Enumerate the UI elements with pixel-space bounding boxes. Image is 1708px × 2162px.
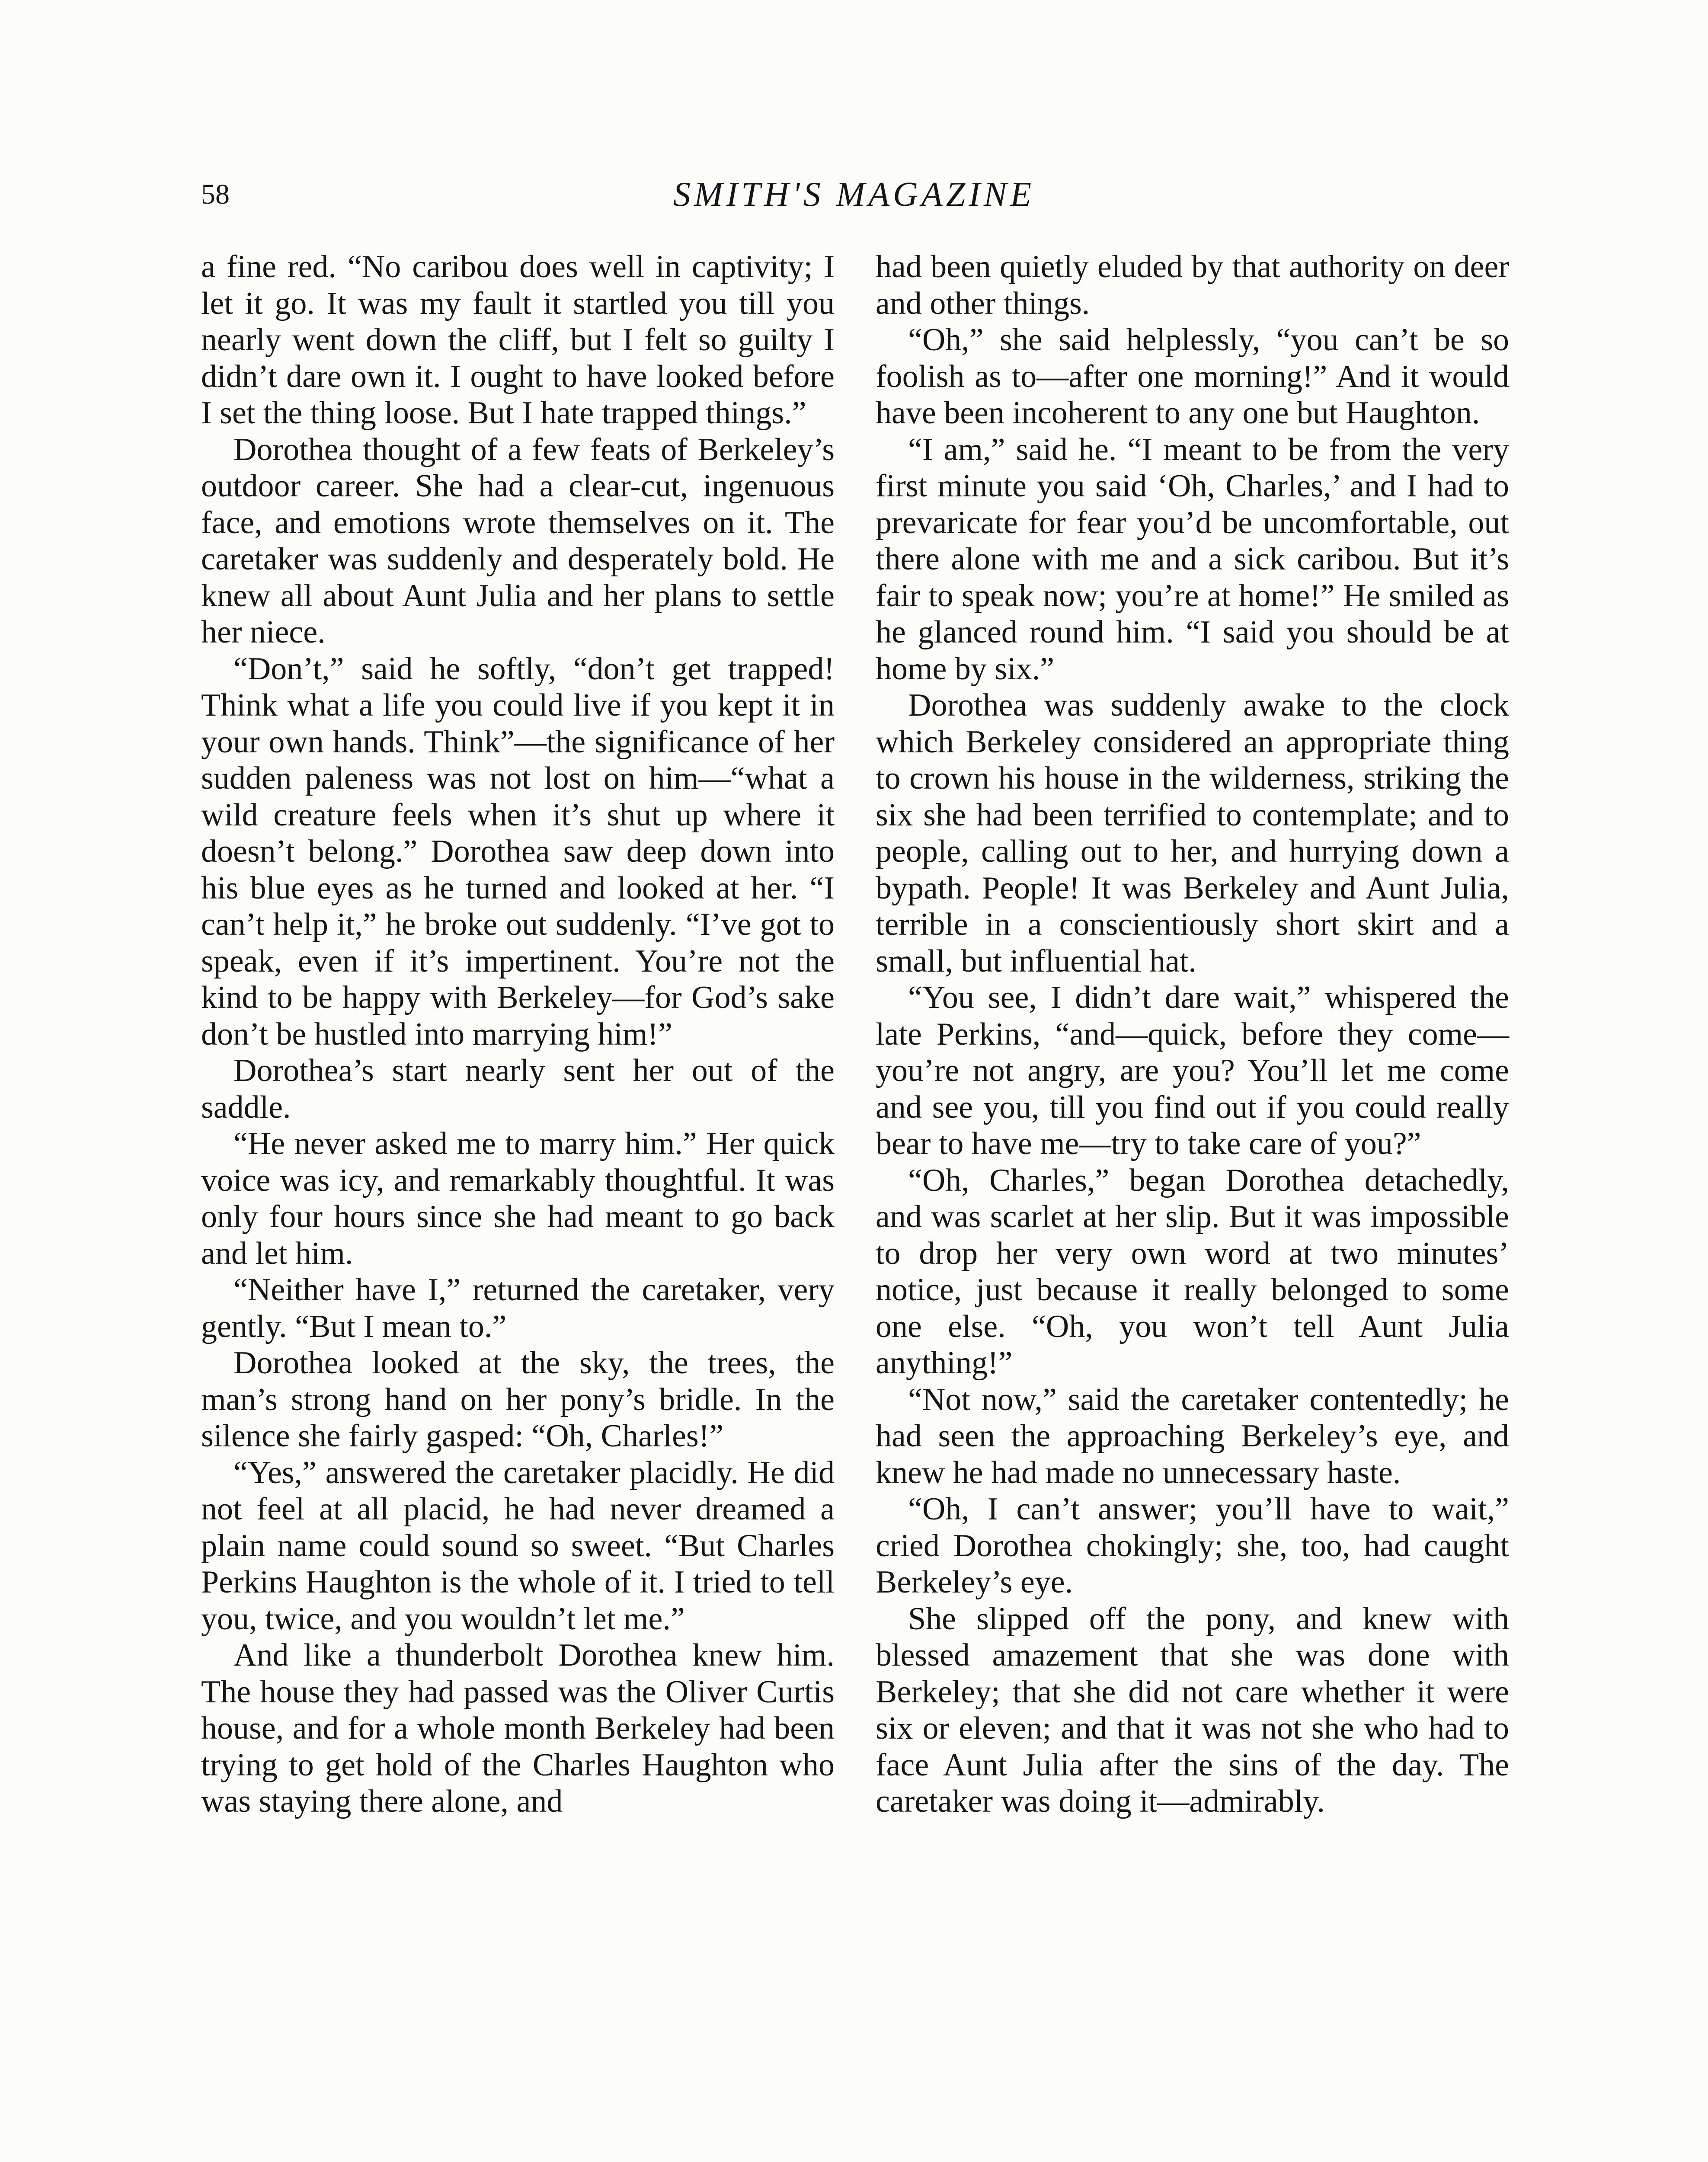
paragraph: “Not now,” said the caretaker contentedly; he had seen the approaching Berkeley’s eye, and knew he had made no unnecessary haste. (876, 1382, 1509, 1490)
paragraph: Dorothea was suddenly awake to the clock which Berkeley considered an appropriate thing to crown his house in the wilderness, striking the six she had been terrified to contemplate; and to people, calling out to her, and hurrying down a bypath. People! It was Berkeley and Aunt Julia, terrible in a conscientiously short skirt and a small, but influential hat. (876, 688, 1509, 979)
left-column (201, 249, 835, 1820)
paragraph: a fine red. “No caribou does well in captivity; I let it go. It was my fault it startled you till you nearly went down the cliff, but I felt so guilty I didn’t dare own it. I ought to have looked before I set the thing loose. But I hate trapped things.” (201, 249, 835, 431)
right-column (876, 249, 1509, 1820)
paragraph: “You see, I didn’t dare wait,” whispered the late Perkins, “and—quick, before they come—you’re not angry, are you? You’ll let me come and see you, till you find out if you could really bear to have me—try to take care of you?” (876, 980, 1509, 1161)
paragraph: “Oh, I can’t answer; you’ll have to wait,” cried Dorothea chokingly; she, too, had caught Berkeley’s eye. (876, 1491, 1509, 1600)
paragraph: She slipped off the pony, and knew with blessed amazement that she was done with Berkeley; that she did not care whether it were six or eleven; and that it was not she who had to face Aunt Julia after the sins of the day. The caretaker was doing it—admirably. (876, 1601, 1509, 1819)
paragraph: Dorothea looked at the sky, the trees, the man’s strong hand on her pony’s bridle. In the silence she fairly gasped: “Oh, Charles!” (201, 1345, 835, 1454)
paragraph: “He never asked me to marry him.” Her quick voice was icy, and remarkably thoughtful. It was only four hours since she had meant to go back and let him. (201, 1126, 835, 1271)
paragraph: had been quietly eluded by that authority on deer and other things. (876, 249, 1509, 321)
paragraph: “Oh,” she said helplessly, “you can’t be so foolish as to—after one morning!” And it would have been incoherent to any one but Haughton. (876, 322, 1509, 431)
paragraph: Dorothea thought of a few feats of Berkeley’s outdoor career. She had a clear-cut, ingenuous face, and emotions wrote themselves on it. The caretaker was suddenly and desperately bold. He knew all about Aunt Julia and her plans to settle her niece. (201, 432, 835, 650)
paragraph: “I am,” said he. “I meant to be from the very first minute you said ‘Oh, Charles,’ and I had to prevaricate for fear you’d be uncomfortable, out there alone with me and a sick caribou. But it’s fair to speak now; you’re at home!” He smiled as he glanced round him. “I said you should be at home by six.” (876, 432, 1509, 687)
paragraph: “Don’t,” said he softly, “don’t get trapped! Think what a life you could live if you kept it in your own hands. Think”—the significance of her sudden paleness was not lost on him—“what a wild creature feels when it’s shut up where it doesn’t belong.” Dorothea saw deep down into his blue eyes as he turned and looked at her. “I can’t help it,” he broke out suddenly. “I’ve got to speak, even if it’s impertinent. You’re not the kind to be happy with Berkeley—for God’s sake don’t be hustled into marrying him!” (201, 651, 835, 1052)
paragraph: Dorothea’s start nearly sent her out of the saddle. (201, 1053, 835, 1125)
page-number: 58 (201, 179, 230, 210)
running-head: SMITH'S MAGAZINE (673, 176, 1035, 214)
page-header (201, 169, 1507, 221)
paragraph: “Yes,” answered the caretaker placidly. He did not feel at all placid, he had never dreamed a plain name could sound so sweet. “But Charles Perkins Haughton is the whole of it. I tried to tell you, twice, and you wouldn’t let me.” (201, 1455, 835, 1637)
paragraph: “Oh, Charles,” began Dorothea detachedly, and was scarlet at her slip. But it was impossible to drop her very own word at two minutes’ notice, just because it really belonged to some one else. “Oh, you won’t tell Aunt Julia anything!” (876, 1162, 1509, 1381)
paragraph: “Neither have I,” returned the caretaker, very gently. “But I mean to.” (201, 1272, 835, 1344)
paragraph: And like a thunderbolt Dorothea knew him. The house they had passed was the Oliver Curtis house, and for a whole month Berkeley had been trying to get hold of the Charles Haughton who was staying there alone, and (201, 1637, 835, 1819)
